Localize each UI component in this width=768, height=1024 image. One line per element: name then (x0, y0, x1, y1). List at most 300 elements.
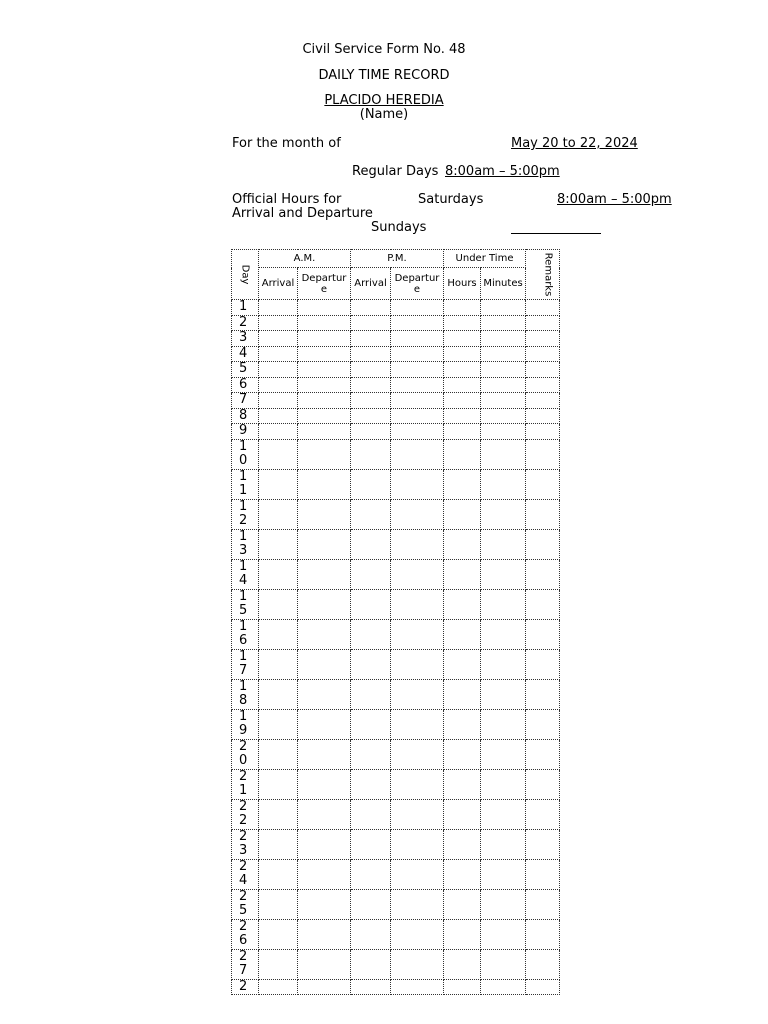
day-number: 9 (239, 423, 248, 438)
document-title: DAILY TIME RECORD (318, 68, 450, 83)
table-row (232, 377, 560, 393)
saturdays-hours: 8:00am – 5:00pm (557, 192, 672, 207)
table-row (232, 529, 560, 559)
undertime-hours-cell[interactable] (444, 315, 481, 331)
undertime-hours-cell[interactable] (444, 424, 481, 440)
am-departure-cell[interactable] (298, 709, 351, 739)
undertime-hours-cell[interactable] (444, 769, 481, 799)
pm-arrival-cell[interactable] (351, 529, 391, 559)
undertime-minutes-cell[interactable] (481, 859, 526, 889)
am-arrival-cell[interactable] (259, 859, 298, 889)
table-row (232, 739, 560, 769)
day-number: 11 (239, 469, 248, 498)
sundays-label: Sundays (371, 220, 427, 235)
pm-departure-header: Departure (391, 268, 444, 300)
undertime-hours-cell[interactable] (444, 559, 481, 589)
remarks-cell[interactable] (526, 424, 560, 440)
day-number: 5 (239, 361, 248, 376)
pm-departure-cell[interactable] (391, 979, 444, 995)
pm-departure-cell[interactable] (391, 362, 444, 378)
remarks-cell[interactable] (526, 499, 560, 529)
am-arrival-cell[interactable] (259, 739, 298, 769)
am-arrival-cell[interactable] (259, 439, 298, 469)
remarks-cell[interactable] (526, 300, 560, 316)
pm-departure-cell[interactable] (391, 889, 444, 919)
undertime-hours-cell[interactable] (444, 679, 481, 709)
pm-departure-cell[interactable] (391, 439, 444, 469)
day-number-cell (232, 377, 259, 393)
day-number-cell (232, 331, 259, 347)
undertime-hours-cell[interactable] (444, 649, 481, 679)
day-number-cell (232, 829, 259, 859)
undertime-minutes-cell[interactable] (481, 439, 526, 469)
remarks-cell[interactable] (526, 315, 560, 331)
undertime-hours-cell[interactable] (444, 859, 481, 889)
table-row (232, 300, 560, 316)
am-arrival-cell[interactable] (259, 529, 298, 559)
undertime-minutes-cell[interactable] (481, 469, 526, 499)
am-departure-cell[interactable] (298, 859, 351, 889)
am-arrival-cell[interactable] (259, 619, 298, 649)
day-number-cell (232, 408, 259, 424)
undertime-minutes-cell[interactable] (481, 679, 526, 709)
day-number: 27 (239, 949, 248, 978)
pm-arrival-cell[interactable] (351, 408, 391, 424)
am-arrival-cell[interactable] (259, 393, 298, 409)
table-row (232, 469, 560, 499)
remarks-cell[interactable] (526, 529, 560, 559)
am-arrival-cell[interactable] (259, 799, 298, 829)
am-departure-cell[interactable] (298, 300, 351, 316)
table-row (232, 679, 560, 709)
day-number: 7 (239, 392, 248, 407)
table-row (232, 315, 560, 331)
day-number: 17 (239, 649, 248, 678)
am-departure-header: Departure (298, 268, 351, 300)
undertime-hours-cell[interactable] (444, 529, 481, 559)
undertime-minutes-cell[interactable] (481, 949, 526, 979)
remarks-cell[interactable] (526, 377, 560, 393)
pm-departure-cell[interactable] (391, 949, 444, 979)
pm-arrival-cell[interactable] (351, 679, 391, 709)
am-arrival-cell[interactable] (259, 469, 298, 499)
day-header (232, 250, 259, 300)
undertime-minutes-cell[interactable] (481, 649, 526, 679)
undertime-hours-cell[interactable] (444, 300, 481, 316)
day-number: 6 (239, 377, 248, 392)
day-number: 10 (239, 439, 248, 468)
undertime-minutes-cell[interactable] (481, 408, 526, 424)
undertime-minutes-cell[interactable] (481, 769, 526, 799)
day-number: 25 (239, 889, 248, 918)
am-departure-cell[interactable] (298, 439, 351, 469)
pm-arrival-cell[interactable] (351, 739, 391, 769)
am-departure-cell[interactable] (298, 889, 351, 919)
day-number-cell (232, 300, 259, 316)
pm-departure-cell[interactable] (391, 529, 444, 559)
undertime-minutes-cell[interactable] (481, 829, 526, 859)
remarks-cell[interactable] (526, 393, 560, 409)
undertime-hours-cell[interactable] (444, 408, 481, 424)
undertime-minutes-header: Minutes (481, 268, 526, 300)
employee-name: PLACIDO HEREDIA (324, 93, 444, 108)
remarks-cell[interactable] (526, 589, 560, 619)
undertime-hours-cell[interactable] (444, 979, 481, 995)
pm-arrival-cell[interactable] (351, 649, 391, 679)
undertime-minutes-cell[interactable] (481, 559, 526, 589)
am-departure-cell[interactable] (298, 331, 351, 347)
table-row (232, 919, 560, 949)
table-row (232, 889, 560, 919)
day-number: 24 (239, 859, 248, 888)
pm-arrival-cell[interactable] (351, 346, 391, 362)
remarks-cell[interactable] (526, 346, 560, 362)
undertime-hours-cell[interactable] (444, 362, 481, 378)
day-number: 1 (239, 299, 248, 314)
undertime-hours-cell[interactable] (444, 619, 481, 649)
undertime-minutes-cell[interactable] (481, 424, 526, 440)
table-row (232, 393, 560, 409)
pm-arrival-cell[interactable] (351, 889, 391, 919)
pm-arrival-cell[interactable] (351, 619, 391, 649)
am-arrival-cell[interactable] (259, 919, 298, 949)
official-hours-label: Official Hours for (232, 192, 342, 207)
undertime-minutes-cell[interactable] (481, 619, 526, 649)
form-number: Civil Service Form No. 48 (302, 42, 466, 57)
am-departure-cell[interactable] (298, 919, 351, 949)
remarks-cell[interactable] (526, 408, 560, 424)
pm-departure-cell[interactable] (391, 469, 444, 499)
undertime-minutes-cell[interactable] (481, 300, 526, 316)
undertime-hours-cell[interactable] (444, 829, 481, 859)
table-row (232, 331, 560, 347)
remarks-cell[interactable] (526, 619, 560, 649)
am-departure-cell[interactable] (298, 529, 351, 559)
undertime-hours-cell[interactable] (444, 919, 481, 949)
undertime-hours-cell[interactable] (444, 439, 481, 469)
pm-header: P.M. (351, 250, 444, 268)
pm-departure-cell[interactable] (391, 300, 444, 316)
time-record-table (231, 249, 560, 995)
table-row (232, 769, 560, 799)
day-number-cell (232, 315, 259, 331)
am-arrival-cell[interactable] (259, 589, 298, 619)
am-departure-cell[interactable] (298, 949, 351, 979)
pm-arrival-cell[interactable] (351, 377, 391, 393)
am-arrival-cell[interactable] (259, 679, 298, 709)
am-arrival-cell[interactable] (259, 377, 298, 393)
am-arrival-cell[interactable] (259, 889, 298, 919)
pm-departure-cell[interactable] (391, 739, 444, 769)
day-number: 23 (239, 829, 248, 858)
regular-days-label: Regular Days (352, 164, 439, 179)
day-number-cell (232, 679, 259, 709)
table-row (232, 949, 560, 979)
day-number-cell (232, 346, 259, 362)
day-number-cell (232, 979, 259, 995)
am-departure-cell[interactable] (298, 315, 351, 331)
table-row (232, 424, 560, 440)
day-number-cell (232, 619, 259, 649)
am-departure-cell[interactable] (298, 769, 351, 799)
table-row (232, 709, 560, 739)
am-departure-cell[interactable] (298, 649, 351, 679)
remarks-cell[interactable] (526, 799, 560, 829)
day-number-cell (232, 529, 259, 559)
day-number-cell (232, 799, 259, 829)
remarks-cell[interactable] (526, 649, 560, 679)
am-departure-cell[interactable] (298, 377, 351, 393)
pm-arrival-header: Arrival (351, 268, 391, 300)
undertime-minutes-cell[interactable] (481, 979, 526, 995)
am-departure-cell[interactable] (298, 589, 351, 619)
pm-departure-cell[interactable] (391, 346, 444, 362)
day-number-cell (232, 739, 259, 769)
am-arrival-cell[interactable] (259, 315, 298, 331)
am-departure-cell[interactable] (298, 499, 351, 529)
day-number: 2 (239, 979, 248, 994)
table-row (232, 799, 560, 829)
pm-departure-cell[interactable] (391, 649, 444, 679)
day-number: 3 (239, 330, 248, 345)
day-number-cell (232, 362, 259, 378)
pm-arrival-cell[interactable] (351, 949, 391, 979)
am-departure-cell[interactable] (298, 424, 351, 440)
am-arrival-cell[interactable] (259, 346, 298, 362)
pm-arrival-cell[interactable] (351, 859, 391, 889)
arrival-departure-label: Arrival and Departure (232, 206, 373, 221)
am-arrival-cell[interactable] (259, 559, 298, 589)
pm-departure-cell[interactable] (391, 679, 444, 709)
pm-departure-cell[interactable] (391, 619, 444, 649)
remarks-cell[interactable] (526, 739, 560, 769)
undertime-minutes-cell[interactable] (481, 362, 526, 378)
day-number-cell (232, 919, 259, 949)
day-number-cell (232, 499, 259, 529)
remarks-cell[interactable] (526, 979, 560, 995)
pm-departure-cell[interactable] (391, 769, 444, 799)
am-arrival-cell[interactable] (259, 979, 298, 995)
remarks-cell[interactable] (526, 889, 560, 919)
am-header: A.M. (259, 250, 351, 268)
undertime-minutes-cell[interactable] (481, 331, 526, 347)
undertime-minutes-cell[interactable] (481, 529, 526, 559)
am-departure-cell[interactable] (298, 979, 351, 995)
pm-departure-cell[interactable] (391, 919, 444, 949)
remarks-cell[interactable] (526, 439, 560, 469)
pm-departure-cell[interactable] (391, 559, 444, 589)
undertime-minutes-cell[interactable] (481, 889, 526, 919)
pm-departure-cell[interactable] (391, 377, 444, 393)
pm-arrival-cell[interactable] (351, 300, 391, 316)
day-number: 4 (239, 346, 248, 361)
pm-departure-cell[interactable] (391, 799, 444, 829)
day-number: 18 (239, 679, 248, 708)
remarks-cell[interactable] (526, 859, 560, 889)
am-departure-cell[interactable] (298, 829, 351, 859)
am-departure-cell[interactable] (298, 799, 351, 829)
day-number: 15 (239, 589, 248, 618)
am-departure-cell[interactable] (298, 469, 351, 499)
pm-departure-cell[interactable] (391, 424, 444, 440)
am-arrival-cell[interactable] (259, 300, 298, 316)
pm-arrival-cell[interactable] (351, 799, 391, 829)
pm-arrival-cell[interactable] (351, 709, 391, 739)
day-number-cell (232, 589, 259, 619)
pm-arrival-cell[interactable] (351, 559, 391, 589)
day-number-cell (232, 649, 259, 679)
am-arrival-cell[interactable] (259, 709, 298, 739)
month-value: May 20 to 22, 2024 (511, 136, 638, 151)
pm-departure-cell[interactable] (391, 829, 444, 859)
undertime-minutes-cell[interactable] (481, 346, 526, 362)
am-arrival-cell[interactable] (259, 649, 298, 679)
day-number: 22 (239, 799, 248, 828)
pm-arrival-cell[interactable] (351, 979, 391, 995)
name-caption: (Name) (359, 107, 409, 122)
undertime-minutes-cell[interactable] (481, 589, 526, 619)
saturdays-label: Saturdays (418, 192, 484, 207)
am-departure-cell[interactable] (298, 393, 351, 409)
day-number-cell (232, 559, 259, 589)
day-number: 2 (239, 315, 248, 330)
pm-arrival-cell[interactable] (351, 331, 391, 347)
pm-departure-cell[interactable] (391, 499, 444, 529)
table-row (232, 499, 560, 529)
undertime-header: Under Time (444, 250, 526, 268)
undertime-minutes-cell[interactable] (481, 739, 526, 769)
undertime-hours-cell[interactable] (444, 377, 481, 393)
table-row (232, 829, 560, 859)
undertime-minutes-cell[interactable] (481, 393, 526, 409)
day-header-label: Day (239, 264, 251, 285)
am-arrival-cell[interactable] (259, 408, 298, 424)
remarks-cell[interactable] (526, 709, 560, 739)
table-row (232, 589, 560, 619)
pm-departure-cell[interactable] (391, 408, 444, 424)
am-arrival-cell[interactable] (259, 499, 298, 529)
am-departure-cell[interactable] (298, 619, 351, 649)
undertime-hours-cell[interactable] (444, 499, 481, 529)
pm-departure-cell[interactable] (391, 393, 444, 409)
am-departure-cell[interactable] (298, 739, 351, 769)
day-number: 26 (239, 919, 248, 948)
pm-arrival-cell[interactable] (351, 362, 391, 378)
day-number-cell (232, 424, 259, 440)
undertime-minutes-cell[interactable] (481, 799, 526, 829)
undertime-hours-cell[interactable] (444, 331, 481, 347)
remarks-cell[interactable] (526, 919, 560, 949)
pm-departure-cell[interactable] (391, 859, 444, 889)
table-row (232, 346, 560, 362)
undertime-hours-cell[interactable] (444, 799, 481, 829)
pm-departure-cell[interactable] (391, 315, 444, 331)
pm-departure-cell[interactable] (391, 709, 444, 739)
am-arrival-cell[interactable] (259, 362, 298, 378)
am-arrival-cell[interactable] (259, 829, 298, 859)
pm-arrival-cell[interactable] (351, 919, 391, 949)
day-number-cell (232, 439, 259, 469)
pm-arrival-cell[interactable] (351, 315, 391, 331)
undertime-minutes-cell[interactable] (481, 499, 526, 529)
remarks-cell[interactable] (526, 559, 560, 589)
undertime-hours-cell[interactable] (444, 589, 481, 619)
undertime-hours-cell[interactable] (444, 739, 481, 769)
month-label: For the month of (232, 136, 341, 151)
remarks-cell[interactable] (526, 469, 560, 499)
pm-arrival-cell[interactable] (351, 469, 391, 499)
am-departure-cell[interactable] (298, 408, 351, 424)
undertime-minutes-cell[interactable] (481, 709, 526, 739)
am-arrival-header: Arrival (259, 268, 298, 300)
time-record-rows (232, 300, 560, 995)
undertime-hours-cell[interactable] (444, 949, 481, 979)
am-arrival-cell[interactable] (259, 769, 298, 799)
day-number-cell (232, 393, 259, 409)
pm-departure-cell[interactable] (391, 589, 444, 619)
am-departure-cell[interactable] (298, 559, 351, 589)
pm-arrival-cell[interactable] (351, 829, 391, 859)
day-number-cell (232, 949, 259, 979)
day-number-cell (232, 769, 259, 799)
remarks-cell[interactable] (526, 829, 560, 859)
day-number: 8 (239, 408, 248, 423)
pm-arrival-cell[interactable] (351, 439, 391, 469)
am-arrival-cell[interactable] (259, 331, 298, 347)
day-number: 19 (239, 709, 248, 738)
remarks-header-label: Remarks (542, 252, 554, 297)
sundays-blank (511, 233, 601, 234)
day-number-cell (232, 859, 259, 889)
pm-arrival-cell[interactable] (351, 424, 391, 440)
table-row (232, 362, 560, 378)
am-departure-cell[interactable] (298, 362, 351, 378)
remarks-cell[interactable] (526, 679, 560, 709)
pm-arrival-cell[interactable] (351, 393, 391, 409)
pm-arrival-cell[interactable] (351, 589, 391, 619)
remarks-header (526, 250, 560, 300)
am-arrival-cell[interactable] (259, 424, 298, 440)
undertime-minutes-cell[interactable] (481, 919, 526, 949)
am-departure-cell[interactable] (298, 346, 351, 362)
undertime-hours-cell[interactable] (444, 469, 481, 499)
remarks-cell[interactable] (526, 331, 560, 347)
pm-arrival-cell[interactable] (351, 499, 391, 529)
table-row (232, 559, 560, 589)
am-arrival-cell[interactable] (259, 949, 298, 979)
table-row (232, 408, 560, 424)
pm-arrival-cell[interactable] (351, 769, 391, 799)
day-number: 14 (239, 559, 248, 588)
remarks-cell[interactable] (526, 362, 560, 378)
remarks-cell[interactable] (526, 769, 560, 799)
undertime-minutes-cell[interactable] (481, 315, 526, 331)
undertime-hours-cell[interactable] (444, 709, 481, 739)
day-number: 12 (239, 499, 248, 528)
pm-departure-cell[interactable] (391, 331, 444, 347)
am-departure-cell[interactable] (298, 679, 351, 709)
undertime-hours-cell[interactable] (444, 393, 481, 409)
undertime-hours-cell[interactable] (444, 346, 481, 362)
undertime-minutes-cell[interactable] (481, 377, 526, 393)
day-number-cell (232, 889, 259, 919)
undertime-hours-cell[interactable] (444, 889, 481, 919)
remarks-cell[interactable] (526, 949, 560, 979)
undertime-hours-header: Hours (444, 268, 481, 300)
day-number-cell (232, 469, 259, 499)
table-row (232, 439, 560, 469)
day-number: 13 (239, 529, 248, 558)
